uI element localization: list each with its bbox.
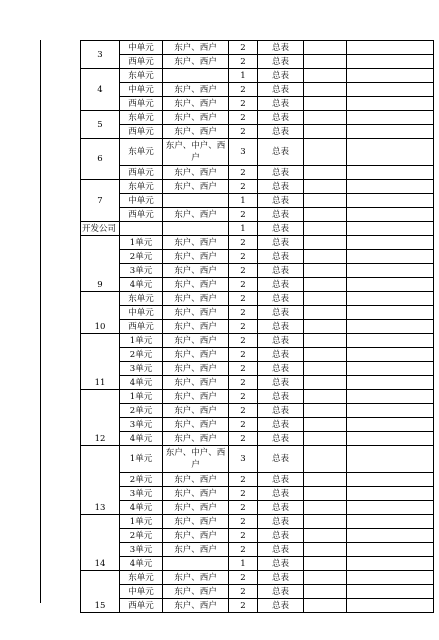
meter-type-cell: 总表 [258, 501, 304, 515]
count-cell: 2 [229, 515, 258, 529]
count-cell: 2 [229, 529, 258, 543]
unit-cell: 2单元 [120, 473, 163, 487]
empty-cell [304, 41, 347, 55]
households-cell: 东户、西户 [163, 348, 229, 362]
building-cell: 5 [81, 111, 120, 139]
meter-type-cell: 总表 [258, 473, 304, 487]
table-row [81, 194, 434, 208]
table-row [81, 501, 434, 515]
empty-cell [304, 306, 347, 320]
meter-type-cell: 总表 [258, 515, 304, 529]
empty-cell [304, 557, 347, 571]
unit-cell: 西单元 [120, 97, 163, 111]
households-cell: 东户、西户 [163, 515, 229, 529]
count-cell: 2 [229, 306, 258, 320]
empty-cell [347, 250, 434, 264]
empty-cell [304, 320, 347, 334]
households-cell: 东户、西户 [163, 585, 229, 599]
households-cell [163, 69, 229, 83]
unit-cell: 东单元 [120, 139, 163, 166]
households-cell: 东户、西户 [163, 529, 229, 543]
table-row [81, 362, 434, 376]
empty-cell [304, 473, 347, 487]
meter-type-cell: 总表 [258, 348, 304, 362]
empty-cell [304, 83, 347, 97]
empty-cell [347, 557, 434, 571]
table-row [81, 320, 434, 334]
unit-cell: 3单元 [120, 264, 163, 278]
empty-cell [347, 55, 434, 69]
households-cell: 东户、中户、西户 [163, 446, 229, 473]
meter-type-cell: 总表 [258, 166, 304, 180]
unit-cell: 中单元 [120, 585, 163, 599]
table-row [81, 571, 434, 585]
households-cell: 东户、西户 [163, 404, 229, 418]
meter-type-cell: 总表 [258, 404, 304, 418]
empty-cell [304, 390, 347, 404]
unit-cell: 西单元 [120, 208, 163, 222]
count-cell: 3 [229, 446, 258, 473]
empty-cell [347, 166, 434, 180]
table-row [81, 111, 434, 125]
empty-cell [304, 69, 347, 83]
empty-cell [347, 362, 434, 376]
unit-cell: 1单元 [120, 334, 163, 348]
unit-cell: 2单元 [120, 529, 163, 543]
empty-cell [304, 515, 347, 529]
unit-cell: 中单元 [120, 41, 163, 55]
empty-cell [304, 97, 347, 111]
empty-cell [347, 376, 434, 390]
unit-cell: 1单元 [120, 515, 163, 529]
empty-cell [304, 376, 347, 390]
empty-cell [304, 222, 347, 236]
unit-cell: 西单元 [120, 599, 163, 613]
table-row [81, 292, 434, 306]
unit-cell: 1单元 [120, 446, 163, 473]
count-cell: 2 [229, 208, 258, 222]
unit-cell: 2单元 [120, 250, 163, 264]
unit-cell: 西单元 [120, 166, 163, 180]
unit-cell: 4单元 [120, 278, 163, 292]
households-cell: 东户、西户 [163, 208, 229, 222]
page-margin-rule [40, 40, 41, 603]
count-cell: 2 [229, 125, 258, 139]
empty-cell [347, 292, 434, 306]
table-row [81, 334, 434, 348]
empty-cell [347, 180, 434, 194]
meter-type-cell: 总表 [258, 418, 304, 432]
table-row [81, 557, 434, 571]
table-row [81, 390, 434, 404]
count-cell: 2 [229, 278, 258, 292]
table-row [81, 125, 434, 139]
table-row [81, 515, 434, 529]
meter-type-cell: 总表 [258, 334, 304, 348]
building-cell: 7 [81, 180, 120, 222]
households-cell: 东户、西户 [163, 571, 229, 585]
table-row [81, 432, 434, 446]
table-row [81, 69, 434, 83]
empty-cell [347, 599, 434, 613]
meter-type-cell: 总表 [258, 97, 304, 111]
building-cell: 开发公司 [81, 222, 120, 236]
building-cell: 4 [81, 69, 120, 111]
households-cell: 东户、西户 [163, 278, 229, 292]
empty-cell [304, 166, 347, 180]
empty-cell [304, 599, 347, 613]
table-row [81, 208, 434, 222]
table-row [81, 55, 434, 69]
empty-cell [304, 501, 347, 515]
building-cell: 6 [81, 139, 120, 180]
count-cell: 2 [229, 501, 258, 515]
count-cell: 2 [229, 543, 258, 557]
meter-type-cell: 总表 [258, 487, 304, 501]
empty-cell [347, 334, 434, 348]
households-cell: 东户、西户 [163, 599, 229, 613]
unit-cell: 东单元 [120, 180, 163, 194]
empty-cell [304, 543, 347, 557]
meter-type-cell: 总表 [258, 446, 304, 473]
empty-cell [347, 404, 434, 418]
count-cell: 2 [229, 571, 258, 585]
empty-cell [347, 501, 434, 515]
households-cell: 东户、西户 [163, 334, 229, 348]
unit-cell: 东单元 [120, 69, 163, 83]
households-cell: 东户、西户 [163, 166, 229, 180]
unit-cell: 西单元 [120, 55, 163, 69]
count-cell: 2 [229, 376, 258, 390]
count-cell: 2 [229, 348, 258, 362]
count-cell: 2 [229, 236, 258, 250]
table-row [81, 250, 434, 264]
meter-type-cell: 总表 [258, 306, 304, 320]
empty-cell [304, 404, 347, 418]
table-row [81, 278, 434, 292]
empty-cell [347, 487, 434, 501]
count-cell: 2 [229, 487, 258, 501]
empty-cell [347, 83, 434, 97]
table-row [81, 348, 434, 362]
building-cell: 9 [81, 236, 120, 292]
empty-cell [347, 139, 434, 166]
households-cell: 东户、西户 [163, 180, 229, 194]
meter-type-cell: 总表 [258, 69, 304, 83]
empty-cell [347, 208, 434, 222]
empty-cell [304, 446, 347, 473]
count-cell: 2 [229, 292, 258, 306]
count-cell: 2 [229, 97, 258, 111]
empty-cell [347, 571, 434, 585]
households-cell: 东户、西户 [163, 264, 229, 278]
empty-cell [304, 292, 347, 306]
empty-cell [347, 585, 434, 599]
meter-type-cell: 总表 [258, 208, 304, 222]
empty-cell [304, 362, 347, 376]
count-cell: 2 [229, 390, 258, 404]
households-cell: 东户、西户 [163, 362, 229, 376]
meter-table [80, 40, 434, 613]
empty-cell [304, 278, 347, 292]
empty-cell [347, 264, 434, 278]
meter-type-cell: 总表 [258, 432, 304, 446]
households-cell: 东户、西户 [163, 473, 229, 487]
empty-cell [347, 111, 434, 125]
empty-cell [347, 432, 434, 446]
empty-cell [304, 418, 347, 432]
table-row [81, 446, 434, 473]
households-cell: 东户、西户 [163, 250, 229, 264]
table-row [81, 599, 434, 613]
unit-cell: 东单元 [120, 571, 163, 585]
unit-cell: 3单元 [120, 418, 163, 432]
count-cell: 1 [229, 194, 258, 208]
empty-cell [347, 194, 434, 208]
count-cell: 2 [229, 41, 258, 55]
empty-cell [304, 487, 347, 501]
empty-cell [304, 529, 347, 543]
households-cell: 东户、西户 [163, 41, 229, 55]
empty-cell [304, 208, 347, 222]
table-row [81, 473, 434, 487]
meter-type-cell: 总表 [258, 180, 304, 194]
empty-cell [347, 97, 434, 111]
empty-cell [304, 180, 347, 194]
count-cell: 2 [229, 111, 258, 125]
count-cell: 2 [229, 585, 258, 599]
unit-cell: 中单元 [120, 306, 163, 320]
empty-cell [304, 111, 347, 125]
empty-cell [347, 390, 434, 404]
empty-cell [347, 418, 434, 432]
meter-type-cell: 总表 [258, 41, 304, 55]
empty-cell [347, 515, 434, 529]
meter-type-cell: 总表 [258, 557, 304, 571]
empty-cell [347, 306, 434, 320]
table-row [81, 529, 434, 543]
count-cell: 2 [229, 166, 258, 180]
meter-type-cell: 总表 [258, 236, 304, 250]
table-row [81, 139, 434, 166]
table-row [81, 222, 434, 236]
count-cell: 2 [229, 320, 258, 334]
count-cell: 2 [229, 334, 258, 348]
count-cell: 2 [229, 264, 258, 278]
households-cell: 东户、西户 [163, 390, 229, 404]
empty-cell [347, 222, 434, 236]
table-row [81, 264, 434, 278]
unit-cell: 4单元 [120, 432, 163, 446]
building-cell: 15 [81, 571, 120, 613]
empty-cell [304, 585, 347, 599]
empty-cell [304, 236, 347, 250]
empty-cell [347, 320, 434, 334]
table-row [81, 97, 434, 111]
meter-type-cell: 总表 [258, 264, 304, 278]
households-cell: 东户、西户 [163, 306, 229, 320]
count-cell: 2 [229, 83, 258, 97]
empty-cell [347, 473, 434, 487]
unit-cell: 3单元 [120, 487, 163, 501]
households-cell: 东户、西户 [163, 292, 229, 306]
table-row [81, 306, 434, 320]
unit-cell: 东单元 [120, 111, 163, 125]
count-cell: 2 [229, 404, 258, 418]
meter-type-cell: 总表 [258, 320, 304, 334]
meter-type-cell: 总表 [258, 529, 304, 543]
unit-cell: 3单元 [120, 543, 163, 557]
households-cell: 东户、西户 [163, 83, 229, 97]
meter-type-cell: 总表 [258, 376, 304, 390]
count-cell: 2 [229, 55, 258, 69]
empty-cell [304, 194, 347, 208]
unit-cell: 4单元 [120, 501, 163, 515]
empty-cell [304, 571, 347, 585]
meter-type-cell: 总表 [258, 55, 304, 69]
count-cell: 2 [229, 418, 258, 432]
unit-cell: 中单元 [120, 194, 163, 208]
empty-cell [347, 529, 434, 543]
unit-cell: 1单元 [120, 390, 163, 404]
meter-type-cell: 总表 [258, 571, 304, 585]
households-cell [163, 222, 229, 236]
building-cell: 13 [81, 446, 120, 515]
table-row [81, 83, 434, 97]
empty-cell [304, 125, 347, 139]
building-cell: 11 [81, 334, 120, 390]
unit-cell: 1单元 [120, 236, 163, 250]
count-cell: 2 [229, 473, 258, 487]
empty-cell [347, 348, 434, 362]
building-cell: 14 [81, 515, 120, 571]
count-cell: 1 [229, 69, 258, 83]
count-cell: 2 [229, 250, 258, 264]
count-cell: 2 [229, 362, 258, 376]
households-cell: 东户、中户、西户 [163, 139, 229, 166]
building-cell: 3 [81, 41, 120, 69]
empty-cell [304, 139, 347, 166]
table-row [81, 41, 434, 55]
building-cell: 10 [81, 292, 120, 334]
meter-type-cell: 总表 [258, 543, 304, 557]
unit-cell: 4单元 [120, 376, 163, 390]
count-cell: 2 [229, 432, 258, 446]
meter-type-cell: 总表 [258, 125, 304, 139]
unit-cell: 3单元 [120, 362, 163, 376]
meter-type-cell: 总表 [258, 111, 304, 125]
table-row [81, 236, 434, 250]
table-row [81, 404, 434, 418]
empty-cell [304, 432, 347, 446]
empty-cell [304, 348, 347, 362]
meter-type-cell: 总表 [258, 599, 304, 613]
empty-cell [347, 543, 434, 557]
empty-cell [347, 41, 434, 55]
empty-cell [304, 334, 347, 348]
table-row [81, 543, 434, 557]
meter-type-cell: 总表 [258, 250, 304, 264]
meter-type-cell: 总表 [258, 292, 304, 306]
unit-cell: 中单元 [120, 83, 163, 97]
households-cell: 东户、西户 [163, 236, 229, 250]
table-row [81, 376, 434, 390]
households-cell: 东户、西户 [163, 97, 229, 111]
households-cell [163, 557, 229, 571]
meter-type-cell: 总表 [258, 278, 304, 292]
unit-cell: 东单元 [120, 292, 163, 306]
unit-cell [120, 222, 163, 236]
households-cell: 东户、西户 [163, 376, 229, 390]
households-cell: 东户、西户 [163, 543, 229, 557]
table-row [81, 418, 434, 432]
households-cell: 东户、西户 [163, 125, 229, 139]
count-cell: 3 [229, 139, 258, 166]
count-cell: 1 [229, 557, 258, 571]
count-cell: 2 [229, 180, 258, 194]
households-cell: 东户、西户 [163, 320, 229, 334]
meter-type-cell: 总表 [258, 194, 304, 208]
meter-table-body [81, 41, 434, 613]
meter-type-cell: 总表 [258, 139, 304, 166]
count-cell: 2 [229, 599, 258, 613]
empty-cell [304, 264, 347, 278]
households-cell: 东户、西户 [163, 111, 229, 125]
table-row [81, 166, 434, 180]
meter-type-cell: 总表 [258, 222, 304, 236]
table-row [81, 180, 434, 194]
households-cell: 东户、西户 [163, 55, 229, 69]
meter-type-cell: 总表 [258, 83, 304, 97]
households-cell: 东户、西户 [163, 432, 229, 446]
meter-type-cell: 总表 [258, 585, 304, 599]
households-cell: 东户、西户 [163, 418, 229, 432]
unit-cell: 西单元 [120, 320, 163, 334]
empty-cell [347, 446, 434, 473]
meter-type-cell: 总表 [258, 362, 304, 376]
unit-cell: 2单元 [120, 348, 163, 362]
empty-cell [347, 69, 434, 83]
empty-cell [347, 236, 434, 250]
households-cell: 东户、西户 [163, 501, 229, 515]
unit-cell: 2单元 [120, 404, 163, 418]
building-cell: 12 [81, 390, 120, 446]
empty-cell [347, 278, 434, 292]
empty-cell [304, 250, 347, 264]
table-row [81, 487, 434, 501]
empty-cell [304, 55, 347, 69]
households-cell [163, 194, 229, 208]
unit-cell: 西单元 [120, 125, 163, 139]
households-cell: 东户、西户 [163, 487, 229, 501]
unit-cell: 4单元 [120, 557, 163, 571]
meter-type-cell: 总表 [258, 390, 304, 404]
table-row [81, 585, 434, 599]
count-cell: 1 [229, 222, 258, 236]
empty-cell [347, 125, 434, 139]
